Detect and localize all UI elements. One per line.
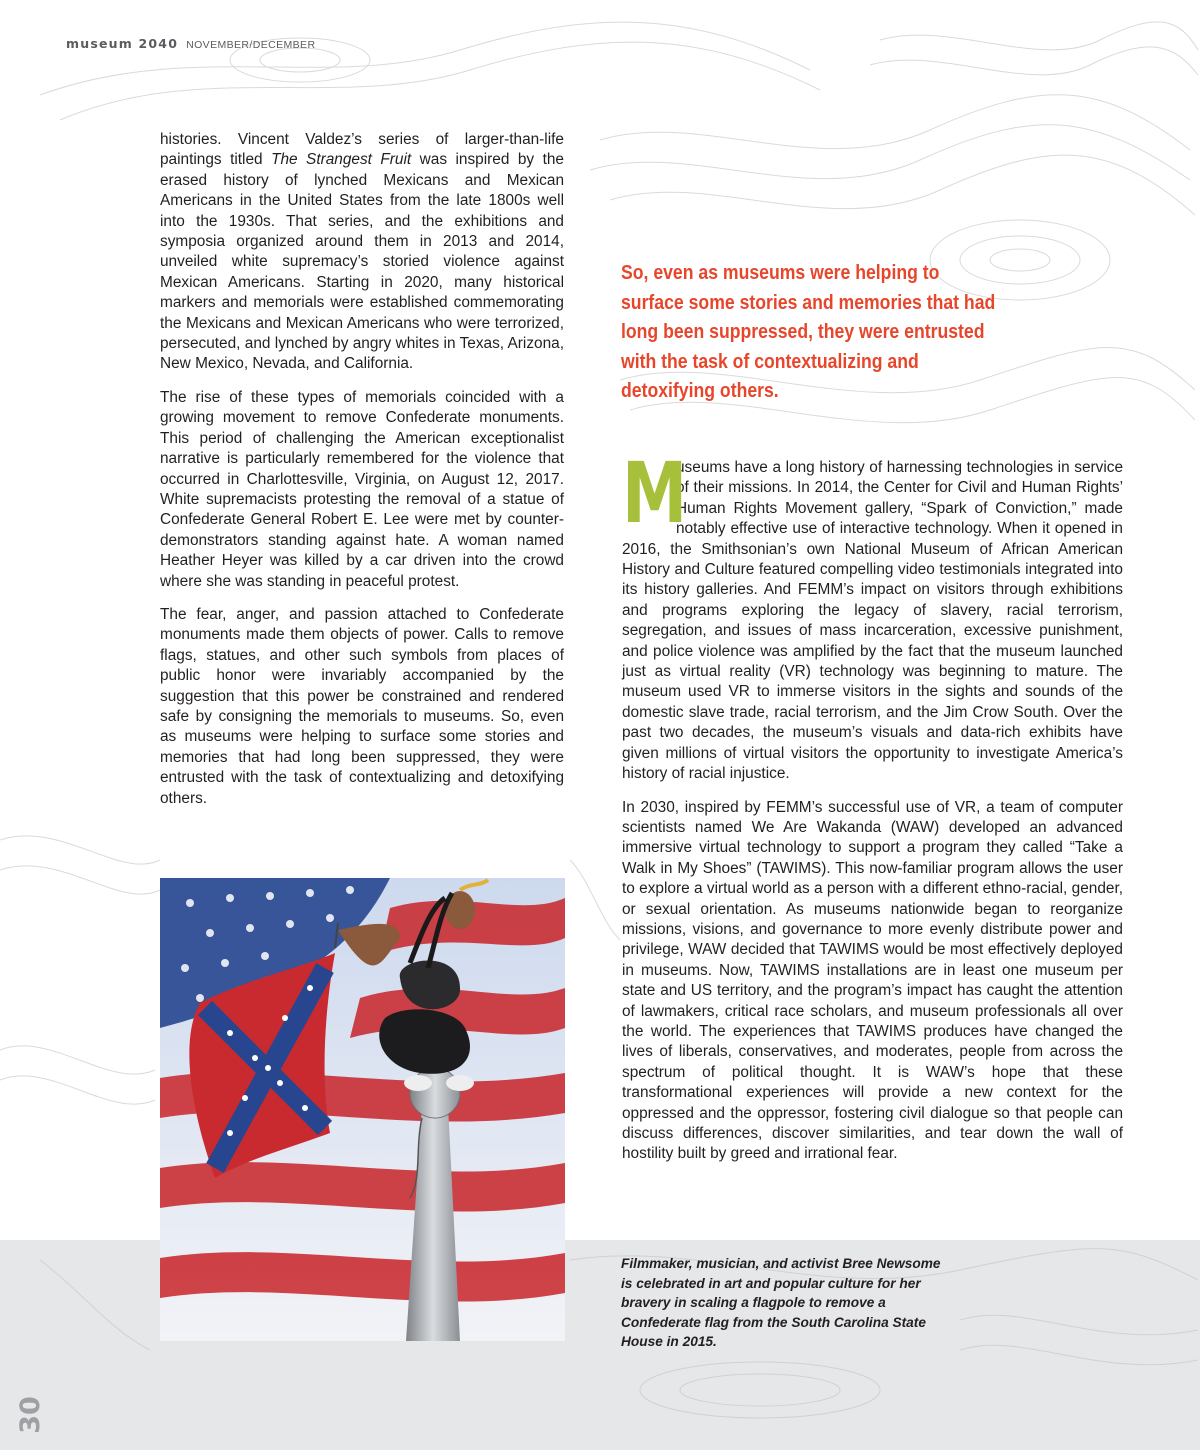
body-paragraph-2: The rise of these types of memorials coincided with a growing movement to remove Confederate monuments. This period of challenging the American exceptionalist narrative is particularly remembered for the violence that occurred in Charlottesville, Virginia, on August 12, 2017. White supremacists protesting the removal of a statue of Confederate General Robert E. Lee were met by counter-demonstrators standing against hate. A woman named Heather Heyer was killed by a car driven into the crowd where she was standing in peaceful protest.: [160, 388, 564, 590]
body-paragraph-3: The fear, anger, and passion attached to Confederate monuments made them objects of power. Calls to remove flags, statues, and other such symbols from places of public honor were invariably accompanied by the suggestion that this power be constrained and rendered safe by consigning the memorials to museums. So, even as museums were helping to surface some stories and memories that had long been suppressed, they were entrusted with the task of contextualizing and detoxifying others.: [160, 605, 564, 807]
left-column: [160, 130, 564, 822]
bree-newsome-illustration: [160, 878, 565, 1341]
running-header: [66, 36, 315, 51]
artwork-title: The Strangest Fruit: [271, 151, 412, 169]
magazine-name: museum 2040: [66, 36, 179, 51]
page-number: 30: [15, 1396, 46, 1434]
drop-cap: M: [622, 444, 688, 542]
right-column: [622, 444, 1123, 1178]
body-paragraph-1: histories. Vincent Valdez’s series of larger-than-life paintings titled The Strangest Fruit was inspired by the erased history of lynched Mexicans and Mexican Americans in the United States from the late 1800s well into the 1930s. That series, and the exhibitions and symposia organized around them in 2013 and 2014, unveiled white supremacy’s storied violence against Mexican Americans. Starting in 2020, many historical markers and memorials were established commemorating the Mexicans and Mexican Americans who were terrorized, persecuted, and lynched by angry whites in Texas, Arizona, New Mexico, Nevada, and California.: [160, 131, 564, 373]
body-paragraph-4: M useums have a long history of harnessing technologies in service of their missions. In 2014, the Center for Civil and Human Rights’ Human Rights Movement gallery, “Spark of Conviction,” made notably effective use of interactive technology. When it opened in 2016, the Smithsonian’s own National Museum of African American History and Culture featured compelling video testimonials integrated into its history galleries. And FEMM’s impact on visitors through exhibitions and programs exploring the legacy of slavery, racial terrorism, segregation, and issues of mass incarceration, excessive punishment, and police violence was amplified by the fact that the museum launched just as virtual reality (VR) technology was beginning to mature. The museum used VR to immerse visitors in the sights and sounds of the domestic slave trade, racial terrorism, and the Jim Crow South. Over the past two decades, the museum’s visuals and data-rich exhibits have given millions of virtual visitors the opportunity to investigate America’s history of racial injustice.: [622, 444, 1123, 783]
illustration-caption: Filmmaker, musician, and activist Bree Newsome is celebrated in art and popular culture for her bravery in scaling a flagpole to remove a Confederate flag from the South Carolina State House in 2015.: [621, 1256, 941, 1350]
illustration-drawing: [160, 878, 565, 1341]
issue-date: NOVEMBER/DECEMBER: [186, 39, 316, 51]
body-paragraph-5: In 2030, inspired by FEMM’s successful use of VR, a team of computer scientists named We Are Wakanda (WAW) developed an advanced immersive virtual technology to support a program they called “Take a Walk in My Shoes” (TAWIMS). This now-familiar program allows the user to explore a virtual world as a person with a different ethno-racial, gender, or sexual orientation. As museums nationwide began to reorganize missions, visions, and governance to more evenly distribute power and privilege, WAW decided that TAWIMS would be most effectively deployed in museums. Now, TAWIMS installations are in least one museum per state and US territory, and the program’s impact has caught the attention of lawmakers, critical race scholars, and museum professionals all over the world. The experiences that TAWIMS produces have changed the lives of liberals, conservatives, and moderates, people from across the spectrum of political thought. It is WAW’s hope that these transformational experiences will provide a new context for the oppressed and the oppressor, fostering civil dialogue so that people can discuss differences, discover similarities, and tear down the wall of hostility built by greed and irrational fear.: [622, 798, 1123, 1163]
pull-quote: So, even as museums were helping to surface some stories and memories that had long been suppressed, they were entrusted with the task of contextualizing and detoxifying others.: [621, 261, 996, 402]
